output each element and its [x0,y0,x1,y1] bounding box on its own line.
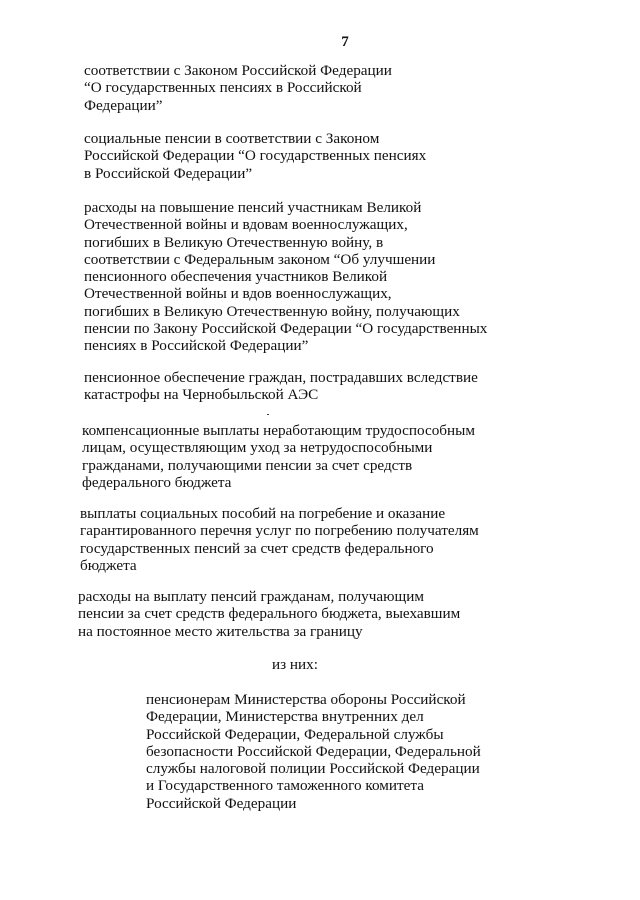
entry-description [80,505,479,574]
entry-line: расходы на выплату пенсий гражданам, получающим [78,588,424,605]
entry-line: Отечественной войны и вдов военнослужащих, [84,285,392,303]
entry-line: выплаты социальных пособий на погребение и оказание [80,505,446,522]
entry-line: погибших в Великую Отечественную войну, в [84,233,384,251]
entry-line: погибших в Великую Отечественную войну, получающих [84,302,460,320]
entry-line: Отечественной войны и вдовам военнослужащих, [84,216,408,234]
entry-line: пенсионерам Министерства обороны Российской [146,691,466,708]
entry-line: “О государственных пенсиях в Российской [84,79,362,97]
entry-line: бюджета [80,556,137,574]
entry-line: Федерации” [84,96,163,114]
entry-line: расходы на повышение пенсий участникам Великой [84,199,422,216]
entry-line: службы налоговой полиции Российской Федерации [146,760,480,778]
entry-line: пенсионное обеспечение граждан, пострадавших вследствие [84,369,478,386]
entry-line: соответствии с Федеральным законом “Об улучшении [84,250,436,268]
entry-line: государственных пенсий за счет средств федерального [80,539,434,557]
entry-description [84,130,426,182]
entry-line: пенсии за счет средств федерального бюджета, выехавшим [78,605,461,623]
entry-line: Российской Федерации [146,794,297,812]
entry-description [84,199,487,355]
entry-description [84,369,478,404]
entry-description [84,62,392,114]
entry-line: в Российской Федерации” [84,164,253,182]
entry-line: пенсионного обеспечения участников Великой [84,268,388,286]
entry-line: федерального бюджета [82,473,232,491]
entry-line: гарантированного перечня услуг по погребению получателям [80,522,479,540]
entry-line: социальные пенсии в соответствии с Законом [84,130,380,147]
entry-line: катастрофы на Чернобыльской АЭС [84,386,319,404]
entry-line: лицам, осуществляющим уход за нетрудоспособными [82,439,433,457]
entry-line: гражданами, получающими пенсии за счет средств [82,456,413,474]
entry-line: и Государственного таможенного комитета [146,777,424,795]
entry-line: на постоянное место жительства за границу [78,622,363,640]
subheading: из них: [272,656,318,673]
entry-description [82,422,475,491]
entry-line: компенсационные выплаты неработающим трудоспособным [82,422,475,439]
entry-description [146,691,481,812]
entry-line: пенсиях в Российской Федерации” [84,337,309,355]
entry-line: соответствии с Законом Российской Федерации [84,62,392,79]
entry-line: Российской Федерации “О государственных пенсиях [84,147,427,165]
entry-line: Российской Федерации, Федеральной службы [146,725,444,743]
entry-line: пенсии по Закону Российской Федерации “О государственных [84,320,488,338]
entry-line: безопасности Российской Федерации, Федеральной [146,742,481,760]
entry-line: Федерации, Министерства внутренних дел [146,708,424,726]
page-number: 7 [341,34,349,50]
scan-speck [267,414,269,415]
entry-description [78,588,460,640]
